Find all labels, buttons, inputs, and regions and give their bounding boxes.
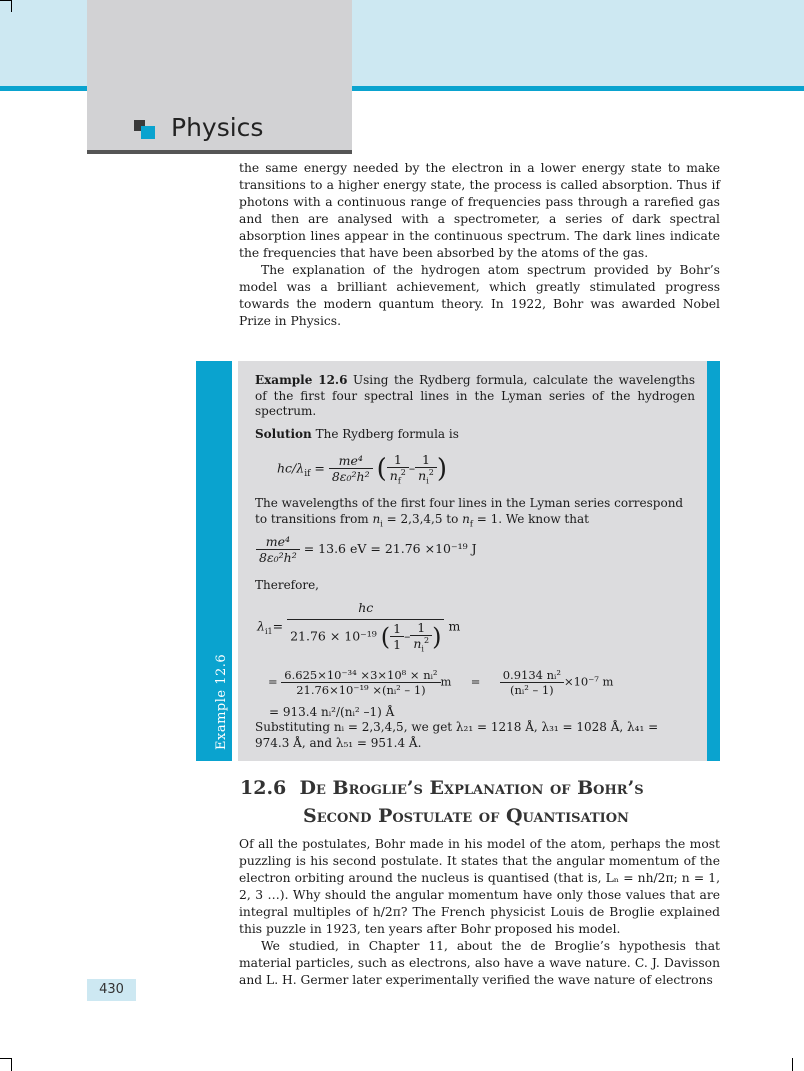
header-square-blue-icon [141, 126, 155, 139]
term-1-denominator: n [389, 468, 398, 484]
crop-mark [792, 1058, 793, 1071]
rydberg-fraction [329, 453, 373, 484]
section-heading-line-2: Second Postulate of Quantisation [303, 805, 629, 827]
crop-mark [11, 1058, 12, 1071]
nf-sub: f [469, 518, 473, 528]
step-3-tail: ×10⁻⁷ m [563, 674, 614, 689]
rydberg-lhs: hc/λ [277, 460, 305, 476]
rydberg-term-2 [415, 452, 437, 486]
section-number: 12.6 [240, 777, 287, 799]
lambda-denominator: 21.76 × 10⁻¹⁹ ( $\frac{1}{1}$ – $\frac{1}{n_i^2}$ ) [290, 620, 442, 654]
example-question-text: Using the Rydberg formula, calculate the wavelengths of the first four spectral lines in the Lyman series of the hydrogen spectrum. [255, 373, 695, 418]
solution-text: The Rydberg formula is [315, 427, 459, 441]
rydberg-term-1 [387, 452, 409, 486]
section-text [239, 836, 720, 989]
section-title-1: De Broglie’s Explanation of Bohr’s [299, 777, 644, 799]
lyman-text-1: The wavelengths of the first four lines in the Lyman series correspond to transitions from [255, 496, 684, 526]
lyman-text-3: = 1. We know that [476, 511, 589, 526]
term-2-sq: 2 [428, 468, 434, 477]
step-3-numerator: 0.9134 nᵢ² [500, 668, 564, 683]
example-side-label: Example 12.6 [214, 653, 229, 750]
lambda-numerator: hc [287, 600, 444, 620]
intro-paragraph-1: the same energy needed by the electron in a lower energy state to make transitions to a higher energy state, the process is called absorption. Thus if photons with a continuous range of frequencies pass through a rarefied gas and then are analysed with a spectrometer, a series of dark spectral absorption lines appear in the continuous spectrum. The dark lines indicate the frequencies that have been absorbed by the atoms of the gas. [239, 161, 720, 260]
ni-symbol: n [372, 511, 381, 526]
term-1-sq: 2 [400, 468, 406, 477]
lyman-text [255, 496, 695, 531]
example-heading: Example 12.6 [255, 373, 348, 387]
lambda-minus: – [404, 628, 411, 644]
step-2-fraction [281, 668, 440, 697]
step-4-expression: = 913.4 nᵢ²/(nᵢ² –1) Å [269, 705, 395, 719]
nf-symbol: n [462, 511, 470, 526]
lambda-term-2-sub: i [421, 644, 424, 654]
lambda-equals: = [272, 618, 284, 634]
intro-text [239, 160, 720, 330]
example-question [255, 373, 695, 420]
substituting-text: Substituting nᵢ = 2,3,4,5, we get λ₂₁ = 1218 Å, λ₃₁ = 1028 Å, λ₄₁ = 974.3 Å, and λ₅₁ = 951.4 Å. [255, 720, 659, 750]
rydberg-numerator: me⁴ [329, 453, 373, 469]
solution-label: Solution [255, 427, 312, 441]
section-paragraph-2: We studied, in Chapter 11, about the de Broglie’s hypothesis that material particles, such as electrons, also have a wave nature. C. J. Davisson and L. H. Germer later experimentally verified the wave nature of electrons [239, 939, 720, 987]
intro-paragraph-2: The explanation of the hydrogen atom spectrum provided by Bohr’s model was a brilliant achievement, which greatly stimulated progress towards the modern quantum theory. In 1922, Bohr was awarded Nobel Prize in Physics. [239, 263, 720, 328]
rydberg-lhs-sub: if [304, 468, 311, 479]
lambda-sub: i1 [264, 626, 273, 636]
page-number: 430 [87, 979, 136, 1001]
constant-denominator: 8ε₀²h² [259, 550, 297, 565]
header-rule [87, 150, 352, 154]
lambda-term-2-sq: 2 [423, 636, 430, 645]
lambda-term-2-den: n [413, 636, 422, 652]
section-paragraph-1: Of all the postulates, Bohr made in his model of the atom, perhaps the most puzzling is his second postulate. It states that the angular momentum of the electron orbiting around the nucleus is quantised (that is, Lₙ = nh/2π; n = 1, 2, 3 …). Why should the angular momentum have only those values that are integral multiples of h/2π? The French physicist Louis de Broglie explained this puzzle in 1923, ten years after Bohr proposed his model. [239, 837, 720, 936]
term-2-denominator: n [418, 468, 427, 484]
constant-fraction [256, 534, 300, 565]
lambda-unit: m [448, 618, 461, 634]
step-2-equals: = [268, 674, 278, 689]
lambda-denominator-constant: 21.76 × 10⁻¹⁹ [290, 628, 377, 644]
constant-expression [256, 534, 477, 565]
step-3-equals: = [470, 674, 481, 689]
step-3-denominator: (nᵢ² – 1) [509, 683, 554, 697]
lambda-symbol: λ [257, 618, 265, 634]
lambda-term-2-num: 1 [410, 620, 432, 636]
step-2-expression [268, 668, 613, 697]
crop-mark [11, 0, 12, 12]
lambda-term-1-num: 1 [390, 621, 404, 637]
lambda-term-1-den: 1 [393, 637, 402, 653]
constant-numerator: me⁴ [256, 534, 300, 550]
constant-value: = 13.6 eV = 21.76 ×10⁻¹⁹ J [303, 541, 477, 556]
therefore-text: Therefore, [255, 578, 319, 592]
solution-line [255, 427, 695, 443]
subject-title: Physics [171, 113, 264, 142]
rydberg-formula: $hc/\lambda_{if}$ = $\frac{\text{me⁴}}{\text{8ε₀²h²}}$ ( $\frac{1}{n_f^2}$ – $\frac{1}{n_i^2}$ ) [277, 452, 447, 486]
step-2-denominator: 21.76×10⁻¹⁹ ×(nᵢ² – 1) [296, 683, 426, 697]
lambda-expression [257, 600, 460, 654]
rydberg-denominator: 8ε₀²h² [331, 469, 370, 485]
step-2-unit: m [440, 674, 452, 689]
step-2-numerator: 6.625×10⁻³⁴ ×3×10⁸ × nᵢ² [281, 668, 440, 683]
section-heading-line-1 [240, 777, 644, 799]
rydberg-minus: – [408, 460, 416, 476]
term-1-sub: f [397, 476, 401, 486]
term-1-numerator: 1 [387, 452, 409, 468]
example-right-bar [707, 361, 720, 761]
step-3-fraction [500, 668, 564, 697]
term-2-numerator: 1 [415, 452, 437, 468]
lambda-fraction [287, 600, 444, 654]
rydberg-equals: = [314, 460, 325, 476]
ni-sub: i [380, 518, 383, 528]
lyman-text-2: = 2,3,4,5 to [386, 511, 459, 526]
term-2-sub: i [426, 476, 429, 486]
